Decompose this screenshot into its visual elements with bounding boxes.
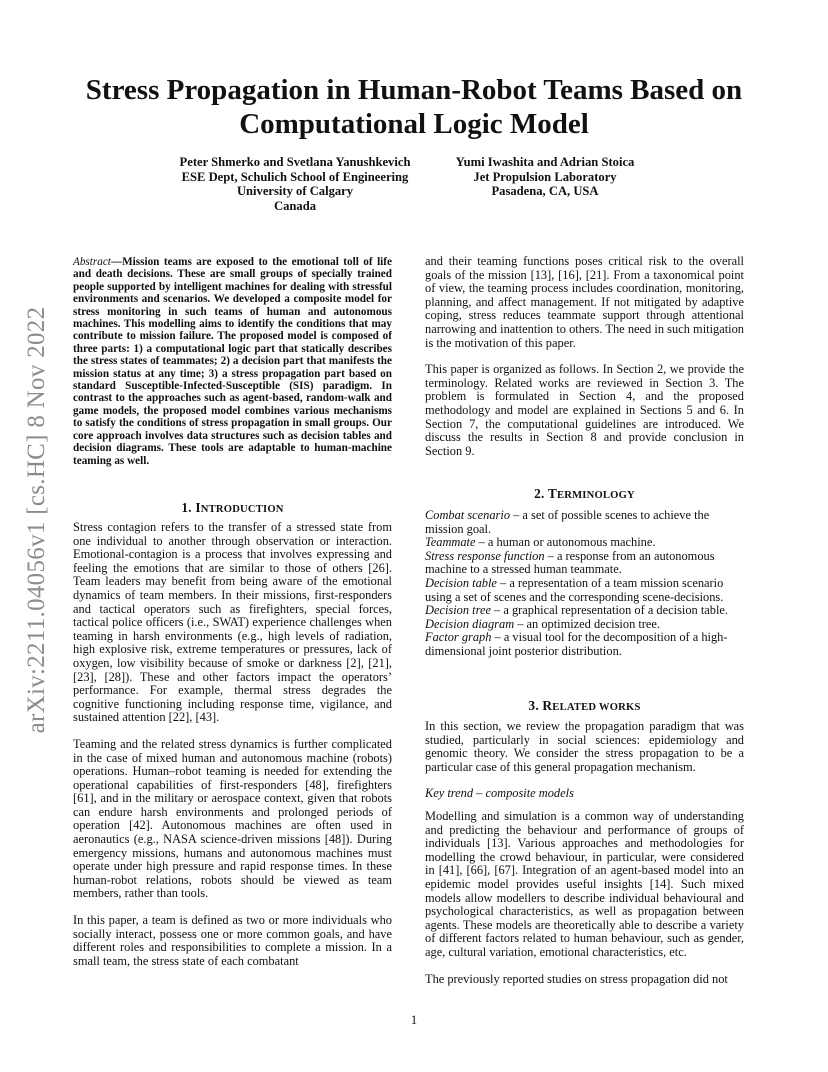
abstract-label: Abstract: [73, 256, 111, 268]
author-univ: University of Calgary: [236, 184, 354, 199]
right-paragraph-2: This paper is organized as follows. In Section 2, we provide the terminology. Related works are reviewed in Section 3. The problem is formulated in Section 4, and the proposed methodology and model are explained in Sections 5 and 6. In Section 7, the computational guidelines are introduced. We discuss the results in Section 8 and provide conclusion in Section 9.: [425, 362, 744, 458]
term-item: Decision tree – a graphical representation of a decision table.: [425, 603, 728, 618]
related-paragraph-2: Modelling and simulation is a common way of understanding and predicting the behaviour and performance of groups of individuals [13]. Various approaches and methodologies for modelling the crowd behaviour, in particular, were considered in [41], [66], [67]. Integration of an agent-based model into an epidemic model provides useful insights [14]. Such mixed models allow modellers to describe individual behavioural and psychological characteristics, as well as propagation between agents. These models are theoretically able to describe a variety of different factors related to human behaviour, such as gender, age, cultural variation, emotional characteristics, etc.: [425, 808, 744, 959]
author-names: Peter Shmerko and Svetlana Yanushkevich: [179, 155, 411, 169]
section-heading-related-works: 3. RELATED WORKS: [528, 698, 641, 713]
related-body: [425, 720, 744, 986]
abstract-paragraph: [73, 256, 392, 467]
intro-paragraph-3: In this paper, a team is defined as two or more individuals who socially interact, possess one or more common goals, and have different roles and responsibilities to complete a mission. In a small team, the stress state of each combatant: [73, 913, 392, 968]
abstract-text: —Mission teams are exposed to the emotional toll of life and death decisions. These are small groups of specially trained people supported by intelligent machines for dealing with stressful environments and scenarios. We developed a composite model for stress monitoring in such teams of human and autonomous machines. This modelling aims to identify the conditions that may contribute to mission failure. The proposed model is composed of three parts: 1) a computational logic part that statically describes the stress states of teammates; 2) a decision part that manifests the mission status at any time; 3) a stress propagation part based on standard Susceptible-Infected-Susceptible (SIS) paradigm. In contrast to the approaches such as agent-based, random-walk and game models, the proposed model combines various mechanisms to satisfy the conditions of stress propagation in small groups. Our core approach involves data structures such as decision tables and decision diagrams. These tools are adaptable to human-machine teaming as well.: [73, 256, 392, 467]
author-location: Pasadena, CA, USA: [491, 184, 599, 199]
term-item: Stress response function – a response from an autonomous machine to a stressed human teammate.: [425, 548, 715, 577]
title-line-1: Stress Propagation in Human-Robot Teams Based on: [85, 74, 743, 106]
arxiv-id: arXiv:2211.04056v1 [cs.HC] 8 Nov 2022: [23, 306, 50, 734]
section-heading-introduction: 1. INTRODUCTION: [181, 500, 284, 515]
arxiv-watermark: [22, 285, 52, 755]
intro-paragraph-2: Teaming and the related stress dynamics is further complicated in the case of mixed human and autonomous machine (robots) operations. Human–robot teaming is needed for extending the operational capabilities of first-responders [48], firefighters [61], and in the military or aerospace context, given that robots can endure harsh environments and prolonged periods of operation [42]. Autonomous machines are often used in aeronautics (e.g., NASA science-driven missions [48]). During emergency missions, humans and autonomous machines must operate under high pressure and rapid response times. In these human-robot relations, robots should be viewed as team members, rather than tools.: [73, 736, 392, 901]
author-country: Canada: [274, 198, 316, 213]
related-paragraph-3: The previously reported studies on stress propagation did not: [425, 971, 728, 986]
terminology-list: [425, 509, 744, 659]
author-lab: Jet Propulsion Laboratory: [473, 169, 617, 184]
term-item: Decision table – a representation of a team mission scenario using a set of scenes and the corresponding scene-decisions.: [425, 575, 724, 604]
author-block-right: [420, 155, 670, 199]
author-block-left: [140, 155, 450, 213]
abstract: [73, 256, 392, 467]
term-item: Combat scenario – a set of possible scenes to achieve the mission goal.: [425, 508, 710, 536]
term-item: Teammate – a human or autonomous machine.: [425, 535, 656, 550]
subsection-heading: Key trend – composite models: [425, 786, 574, 801]
right-paragraph-1: and their teaming functions poses critical risk to the overall goals of the mission [13], [16], [21]. From a taxonomical point of view, the teaming process includes coordination, monitoring, planning, and affect management. If not mitigated by adaptive coping, stress reduces teammate support through attentional narrowing and inattention to others. The need in such mitigation is the motivation of this paper.: [425, 254, 744, 350]
paper-title: [60, 73, 768, 141]
author-names: Yumi Iwashita and Adrian Stoica: [455, 155, 635, 169]
term-item: Factor graph – a visual tool for the decomposition of a high-dimensional joint posterior distribution.: [425, 630, 728, 658]
title-line-2: Computational Logic Model: [239, 108, 589, 140]
related-paragraph-1: In this section, we review the propagation paradigm that was studied, particularly in social sciences: epidemiology and genomic theory. We consider the stress propagation to be a particular case of this general propagation mechanism.: [425, 719, 744, 774]
term-item: Decision diagram – an optimized decision tree.: [425, 616, 661, 631]
page-number: 1: [410, 1013, 418, 1027]
author-dept: ESE Dept, Schulich School of Engineering: [181, 169, 409, 184]
right-intro-body: [425, 255, 744, 458]
section-heading-terminology: 2. TERMINOLOGY: [534, 486, 635, 501]
intro-body: [73, 521, 392, 968]
intro-paragraph-1: Stress contagion refers to the transfer of a stressed state from one individual to another through observation or interaction. Emotional-contagion is a process that involves expressing and feeling the emotions that are similar to those of others [26]. Team leaders may benefit from being aware of the emotional dynamics of team members. In their missions, first-responders and tactical operators such as firefighters, special forces, tactical police officers (i.e., SWAT) experience challenges when teaming in harsh environments (e.g., high levels of radiation, high explosive risk, extreme temperatures or pressures, lack of oxygen, low visibility because of smoke or darkness [2], [21], [23], [28]). These and other factors impact the operators’ performance. For example, thermal stress degrades the cognitive functioning including response time, vigilance, and sustained attention [22], [43].: [73, 520, 392, 725]
